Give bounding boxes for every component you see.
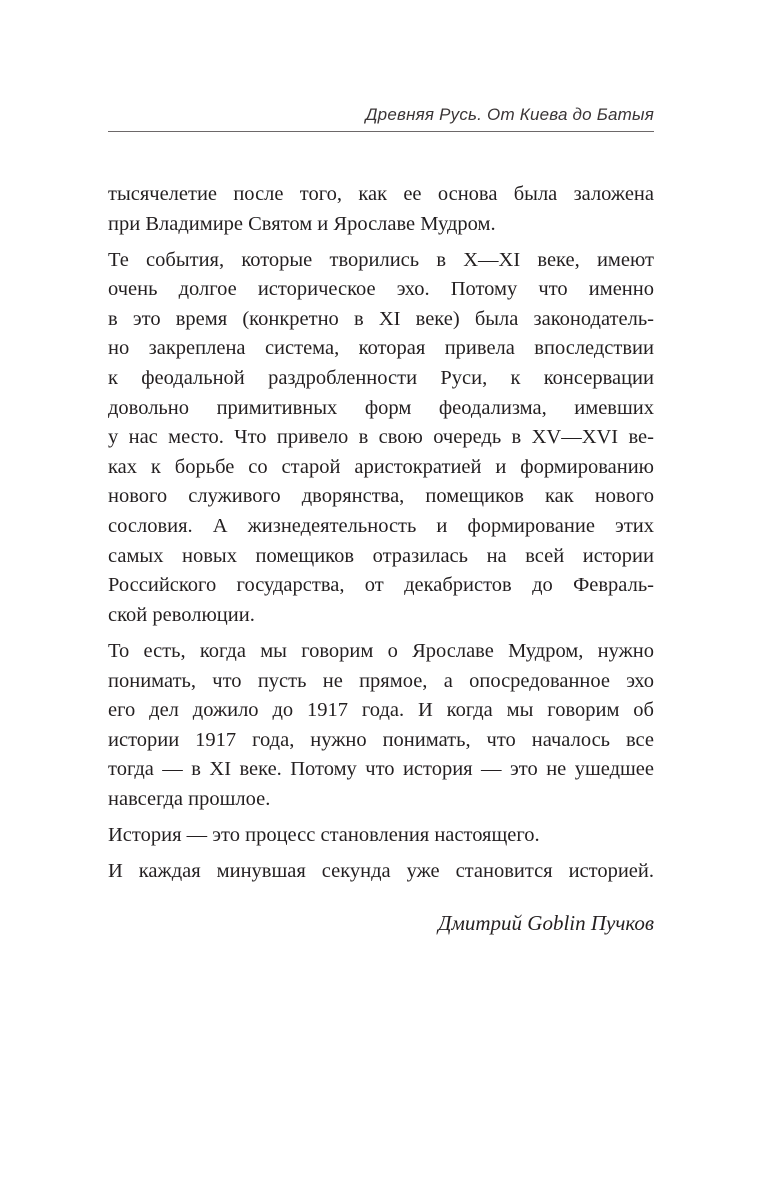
text-line: навсегда прошлое. [108,787,271,810]
text-line: сословия. А жизнедеятельность и формирование этих [108,515,654,538]
text-line: ках к борьбе со старой аристократией и формированию [108,455,654,478]
text-line: Те события, которые творились в X—XI веке, имеют [108,248,654,271]
text-line: истории 1917 года, нужно понимать, что началось все [108,728,654,751]
running-head-title: Древняя Русь. От Киева до Батыя [365,105,654,124]
text-line: но закреплена система, которая привела впоследствии [108,337,654,360]
text-line: к феодальной раздробленности Руси, к консервации [108,367,654,390]
text-line: довольно примитивных форм феодализма, имевших [108,396,654,419]
author-signature: Дмитрий Goblin Пучков [438,911,654,935]
header-divider [108,131,654,132]
text-line: История — это процесс становления настоящего. [108,823,540,846]
text-line: очень долгое историческое эхо. Потому что именно [108,278,654,301]
text-line: тысячелетие после того, как ее основа была заложена [108,183,654,205]
text-line: То есть, когда мы говорим о Ярославе Мудром, нужно [108,639,654,662]
text-line: его дел дожило до 1917 года. И когда мы говорим об [108,699,654,722]
text-line: в это время (конкретно в XI веке) была законодатель- [108,307,654,330]
paragraph [108,857,654,887]
text-line: тогда — в XI веке. Потому что история — это не ушедшее [108,758,654,781]
text-line: нового служивого дворянства, помещиков как нового [108,485,654,508]
text-line: понимать, что пусть не прямое, а опосредованное эхо [108,669,654,692]
text-line: ской революции. [108,603,255,626]
body-text [108,180,654,893]
text-line: у нас место. Что привело в свою очередь в XV—XVI ве- [108,426,654,449]
paragraph [108,821,654,851]
paragraph [108,180,654,239]
text-line: самых новых помещиков отразилась на всей истории [108,544,654,567]
paragraph [108,637,654,815]
text-line: И каждая минувшая секунда уже становится историей. [108,860,654,883]
paragraph [108,246,654,631]
text-line: при Владимире Святом и Ярославе Мудром. [108,212,496,235]
text-line: Российского государства, от декабристов до Февраль- [108,574,654,597]
